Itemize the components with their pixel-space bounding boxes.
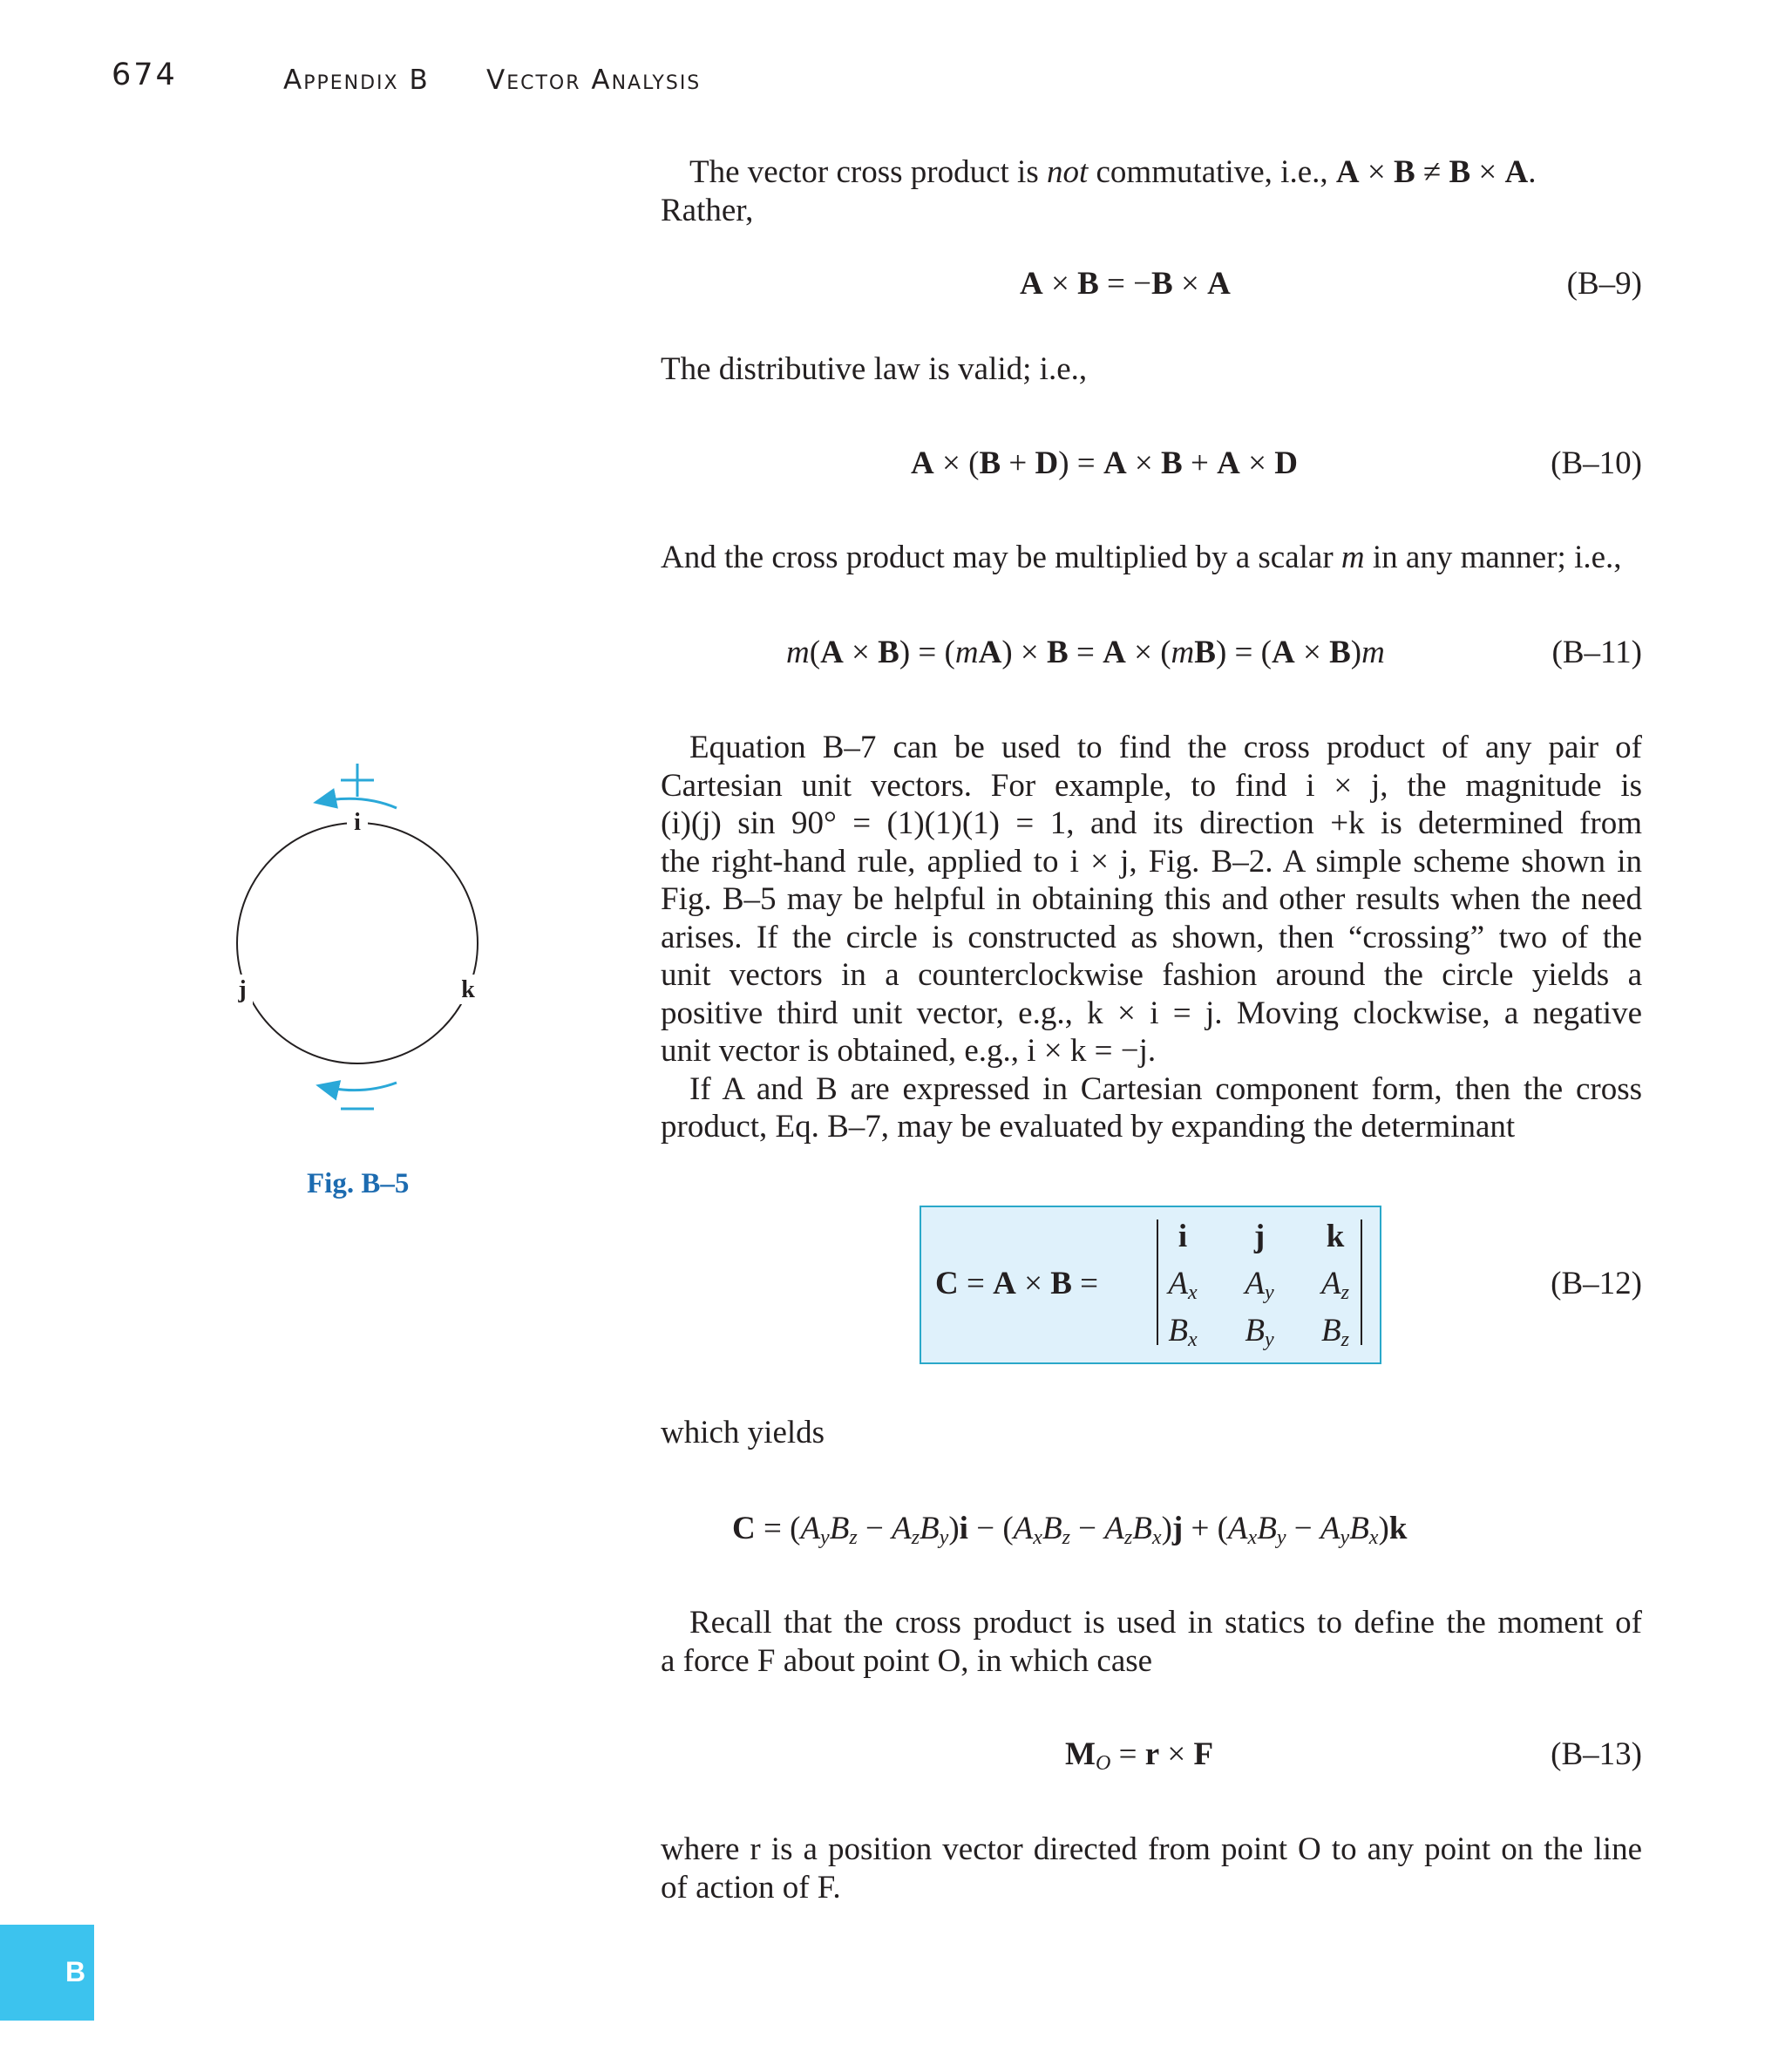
circle-diagram [237,823,478,1063]
det-k: k [1326,1219,1345,1254]
p1-rather: Rather, [661,192,754,228]
det-ax: $A_x$ [1168,1266,1198,1304]
p3-text-b: in any manner; i.e., [1364,540,1622,575]
paragraph-scalar [661,539,1642,577]
appendix-side-tab [0,1925,94,2021]
p7-line: a force F about point O, in which case [661,1642,1153,1679]
paragraph-which-yields: which yields [661,1415,825,1450]
equation-number-b11: (B–11) [1551,635,1642,670]
p8-line: of action of F. [661,1869,841,1906]
label-j: j [238,976,247,1003]
equation-number-b12: (B–12) [1551,1266,1642,1301]
p4-line: the right-hand rule, applied to i × j, Fig. B–2. A simple scheme shown in [661,843,1642,880]
paragraph-unit-vectors [661,729,1642,1146]
p1-text-b: commutative, i.e., [1088,154,1336,190]
running-head-appendix: Appendix B [283,65,430,96]
counterclockwise-arrow-icon [318,798,397,808]
p8-line: where r is a position vector directed from point O to any point on the line [661,1831,1642,1867]
equation-number-b13: (B–13) [1551,1736,1642,1772]
clockwise-arrow-icon [321,1083,397,1090]
label-k: k [461,976,475,1003]
p4-line: Cartesian unit vectors. For example, to find i × j, the magnitude is [661,767,1642,804]
equation-c-expanded: $C = (A_yB_z - A_zB_y)i - (A_xB_z - A_zB_x)j + (A_xB_y - A_yB_x)k$ [732,1511,1408,1549]
paragraph-position-vector [661,1831,1642,1906]
paragraph-commutative: The vector cross product is not commutative, i.e., A × B ≠ B × A. Rather, [661,154,1537,228]
unit-vector-circle-figure [218,750,506,1124]
p5-line: product, Eq. B–7, may be evaluated by expanding the determinant [661,1109,1516,1145]
page-number: 674 [112,58,178,92]
det-ay: $A_y$ [1245,1266,1274,1304]
p3-text-a: And the cross product may be multiplied by a scalar [661,540,1341,575]
equation-number-b10: (B–10) [1551,445,1642,481]
equation-b11: m(A × B) = (mA) × B = A × (mB) = (A × B)m [786,635,1385,670]
equation-b10: A × (B + D) = A × B + A × D [911,445,1298,481]
p4-line: (i)(j) sin 90° = (1)(1)(1) = 1, and its direction +k is determined from [661,805,1642,841]
p3-m: m [1340,540,1365,575]
det-by: $B_y$ [1245,1313,1274,1351]
label-i: i [354,809,361,836]
equation-number-b9: (B–9) [1566,266,1642,302]
equation-b12-lhs: C = A × B = [935,1266,1099,1301]
p5-line: If A and B are expressed in Cartesian component form, then the cross [689,1070,1642,1107]
figure-caption: Fig. B–5 [307,1168,410,1199]
det-j: j [1253,1219,1266,1254]
det-az: $A_z$ [1321,1266,1349,1304]
p4-line: Equation B–7 can be used to find the cross product of any pair of [689,730,1642,765]
paragraph-distributive: The distributive law is valid; i.e., [661,351,1088,387]
equation-b13: $M_O = r \times F$ [1065,1736,1214,1775]
p1-text-a: The vector cross product is [689,154,1047,190]
p4-line: Fig. B–5 may be helpful in obtaining this and other results when the need [661,881,1642,917]
side-tab-label: B [65,1956,86,1987]
running-head-section: Vector Analysis [486,65,702,96]
det-bx: $B_x$ [1168,1313,1198,1351]
det-i: i [1178,1219,1188,1254]
paragraph-moment [661,1604,1642,1680]
equation-b9: A × B = −B × A [1020,266,1231,302]
p4-line: unit vector is obtained, e.g., i × k = −j. [661,1033,1157,1069]
p4-line: arises. If the circle is constructed as shown, then “crossing” two of the [661,919,1642,955]
p7-line: Recall that the cross product is used in statics to define the moment of [689,1605,1642,1641]
det-bz: $B_z$ [1321,1313,1349,1351]
p4-line: unit vectors in a counterclockwise fashion around the circle yields a [661,957,1642,993]
p1-not: not [1046,154,1089,190]
p4-line: positive third unit vector, e.g., k × i = j. Moving clockwise, a negative [661,995,1642,1031]
